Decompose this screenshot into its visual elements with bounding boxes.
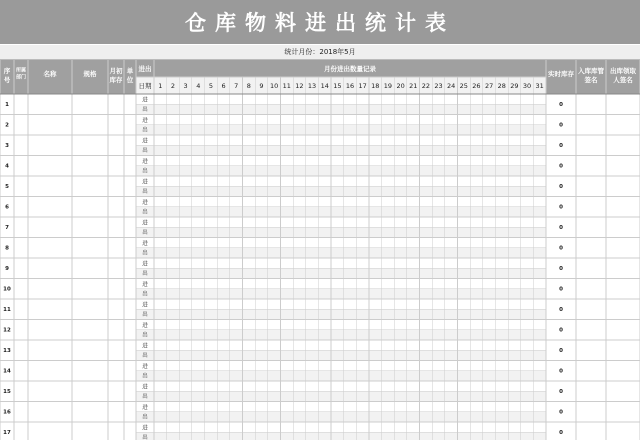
- in-label: 进: [142, 323, 148, 330]
- day-number-4: 4: [196, 82, 201, 90]
- day-number-2: 2: [170, 82, 176, 90]
- out-label: 出: [142, 414, 148, 421]
- in-label: 进: [142, 138, 148, 145]
- out-row-band: [154, 207, 546, 217]
- unit-header: 位: [126, 76, 134, 84]
- inventory-grid[interactable]: [0, 60, 640, 440]
- out-label: 出: [142, 188, 148, 195]
- out-label: 出: [142, 332, 148, 339]
- day-number-23: 23: [434, 82, 443, 90]
- live-stock-value-9: 0: [559, 265, 563, 272]
- live-stock-value-1: 0: [559, 101, 563, 108]
- out-row-band: [154, 289, 546, 299]
- day-number-16: 16: [345, 82, 355, 90]
- row-number-11: 11: [3, 306, 11, 313]
- live-stock-value-5: 0: [559, 183, 563, 190]
- day-number-19: 19: [383, 82, 393, 90]
- day-number-11: 11: [282, 82, 291, 90]
- sheet-title-text: 仓库物料进出统计表: [185, 11, 455, 35]
- live-stock-value-8: 0: [559, 245, 563, 252]
- outbound-sign-header: 人签名: [613, 76, 633, 84]
- row-number-3: 3: [5, 142, 9, 149]
- in-label: 进: [142, 179, 148, 186]
- day-number-5: 5: [208, 82, 213, 90]
- date-header: 日期: [138, 82, 152, 90]
- in-label: 进: [142, 118, 148, 125]
- day-number-30: 30: [522, 82, 532, 90]
- in-label: 进: [142, 405, 148, 412]
- day-number-13: 13: [307, 82, 317, 90]
- live-stock-value-7: 0: [559, 224, 563, 231]
- out-label: 出: [142, 393, 148, 400]
- live-stock-value-10: 0: [559, 286, 563, 293]
- out-row-band: [154, 268, 546, 278]
- statistics-period-text: 统计月份：2018年5月: [284, 48, 356, 56]
- row-number-7: 7: [5, 224, 9, 231]
- monthly-record-header: 月份进出数量记录: [324, 65, 376, 73]
- day-number-1: 1: [158, 82, 163, 90]
- row-number-16: 16: [3, 409, 11, 416]
- in-label: 进: [142, 343, 148, 350]
- out-row-band: [154, 350, 546, 360]
- name-header: 名称: [43, 70, 57, 78]
- live-stock-value-15: 0: [559, 388, 563, 395]
- in-label: 进: [142, 261, 148, 268]
- day-number-24: 24: [447, 82, 456, 90]
- out-label: 出: [142, 106, 148, 113]
- day-number-17: 17: [358, 82, 367, 90]
- out-label: 出: [142, 209, 148, 216]
- out-row-band: [154, 412, 546, 422]
- out-label: 出: [142, 352, 148, 359]
- row-number-17: 17: [3, 429, 11, 436]
- row-number-8: 8: [5, 245, 9, 252]
- day-number-22: 22: [421, 82, 431, 90]
- day-number-29: 29: [510, 82, 519, 90]
- day-number-8: 8: [246, 82, 251, 90]
- day-number-21: 21: [409, 82, 418, 90]
- out-label: 出: [142, 270, 148, 277]
- row-number-6: 6: [5, 204, 9, 211]
- live-stock-value-13: 0: [559, 347, 563, 354]
- out-label: 出: [142, 434, 148, 440]
- out-label: 出: [142, 250, 148, 257]
- row-number-5: 5: [5, 183, 9, 190]
- row-number-2: 2: [5, 122, 9, 129]
- out-label: 出: [142, 373, 148, 380]
- live-stock-value-16: 0: [559, 409, 563, 416]
- out-row-band: [154, 104, 546, 114]
- day-number-31: 31: [535, 82, 544, 90]
- opening-stock-header: 库存: [109, 76, 123, 84]
- day-number-20: 20: [396, 82, 405, 90]
- out-label: 出: [142, 229, 148, 236]
- dept-header: 部门: [15, 74, 27, 81]
- day-number-18: 18: [371, 82, 380, 90]
- seq-header: 号: [3, 76, 11, 84]
- day-number-12: 12: [295, 82, 304, 90]
- out-row-band: [154, 330, 546, 340]
- out-row-band: [154, 227, 546, 237]
- day-number-25: 25: [459, 82, 468, 90]
- live-stock-value-17: 0: [559, 429, 563, 436]
- live-stock-header: 实时库存: [548, 70, 574, 78]
- inout-header: 进出: [138, 65, 152, 73]
- live-stock-value-11: 0: [559, 306, 563, 313]
- live-stock-value-12: 0: [559, 327, 563, 334]
- in-label: 进: [142, 364, 148, 371]
- spec-header: 规格: [83, 70, 97, 78]
- out-label: 出: [142, 147, 148, 154]
- row-number-13: 13: [3, 347, 11, 354]
- day-number-15: 15: [333, 82, 342, 90]
- out-row-band: [154, 186, 546, 196]
- in-label: 进: [142, 302, 148, 309]
- row-number-15: 15: [3, 388, 11, 395]
- live-stock-value-4: 0: [559, 163, 563, 170]
- in-label: 进: [142, 425, 148, 432]
- row-number-4: 4: [5, 163, 9, 170]
- day-number-3: 3: [183, 82, 188, 90]
- opening-stock-header: 月初: [109, 67, 123, 75]
- out-row-band: [154, 248, 546, 258]
- out-label: 出: [142, 291, 148, 298]
- out-row-band: [154, 166, 546, 176]
- live-stock-value-3: 0: [559, 142, 563, 149]
- sheet-title: [0, 0, 640, 44]
- row-number-10: 10: [3, 286, 11, 293]
- unit-header: 单: [126, 67, 134, 75]
- live-stock-value-14: 0: [559, 368, 563, 375]
- in-label: 进: [142, 241, 148, 248]
- day-number-14: 14: [320, 82, 329, 90]
- inbound-sign-header: 入库库管: [578, 67, 604, 75]
- out-label: 出: [142, 168, 148, 175]
- day-number-27: 27: [484, 82, 494, 90]
- out-row-band: [154, 432, 546, 440]
- inbound-sign-header: 签名: [584, 76, 598, 84]
- out-row-band: [154, 125, 546, 135]
- in-label: 进: [142, 159, 148, 166]
- out-row-band: [154, 145, 546, 155]
- out-row-band: [154, 371, 546, 381]
- out-row-band: [154, 391, 546, 401]
- row-number-14: 14: [3, 368, 11, 375]
- day-number-28: 28: [497, 82, 506, 90]
- statistics-period: [0, 45, 640, 60]
- row-number-12: 12: [3, 327, 11, 334]
- day-number-10: 10: [269, 82, 279, 90]
- day-number-26: 26: [472, 82, 481, 90]
- in-label: 进: [142, 220, 148, 227]
- day-number-9: 9: [259, 82, 264, 90]
- day-number-6: 6: [221, 82, 226, 90]
- in-label: 进: [142, 384, 148, 391]
- row-number-1: 1: [5, 101, 9, 108]
- out-label: 出: [142, 127, 148, 134]
- day-number-7: 7: [234, 82, 239, 90]
- out-label: 出: [142, 311, 148, 318]
- outbound-sign-header: 出库领取: [610, 67, 636, 75]
- in-label: 进: [142, 282, 148, 289]
- row-number-9: 9: [5, 265, 9, 272]
- in-label: 进: [142, 97, 148, 104]
- dept-header: 所属: [15, 67, 27, 74]
- out-row-band: [154, 309, 546, 319]
- in-label: 进: [142, 200, 148, 207]
- live-stock-value-2: 0: [559, 122, 563, 129]
- live-stock-value-6: 0: [559, 204, 563, 211]
- seq-header: 序: [3, 67, 11, 75]
